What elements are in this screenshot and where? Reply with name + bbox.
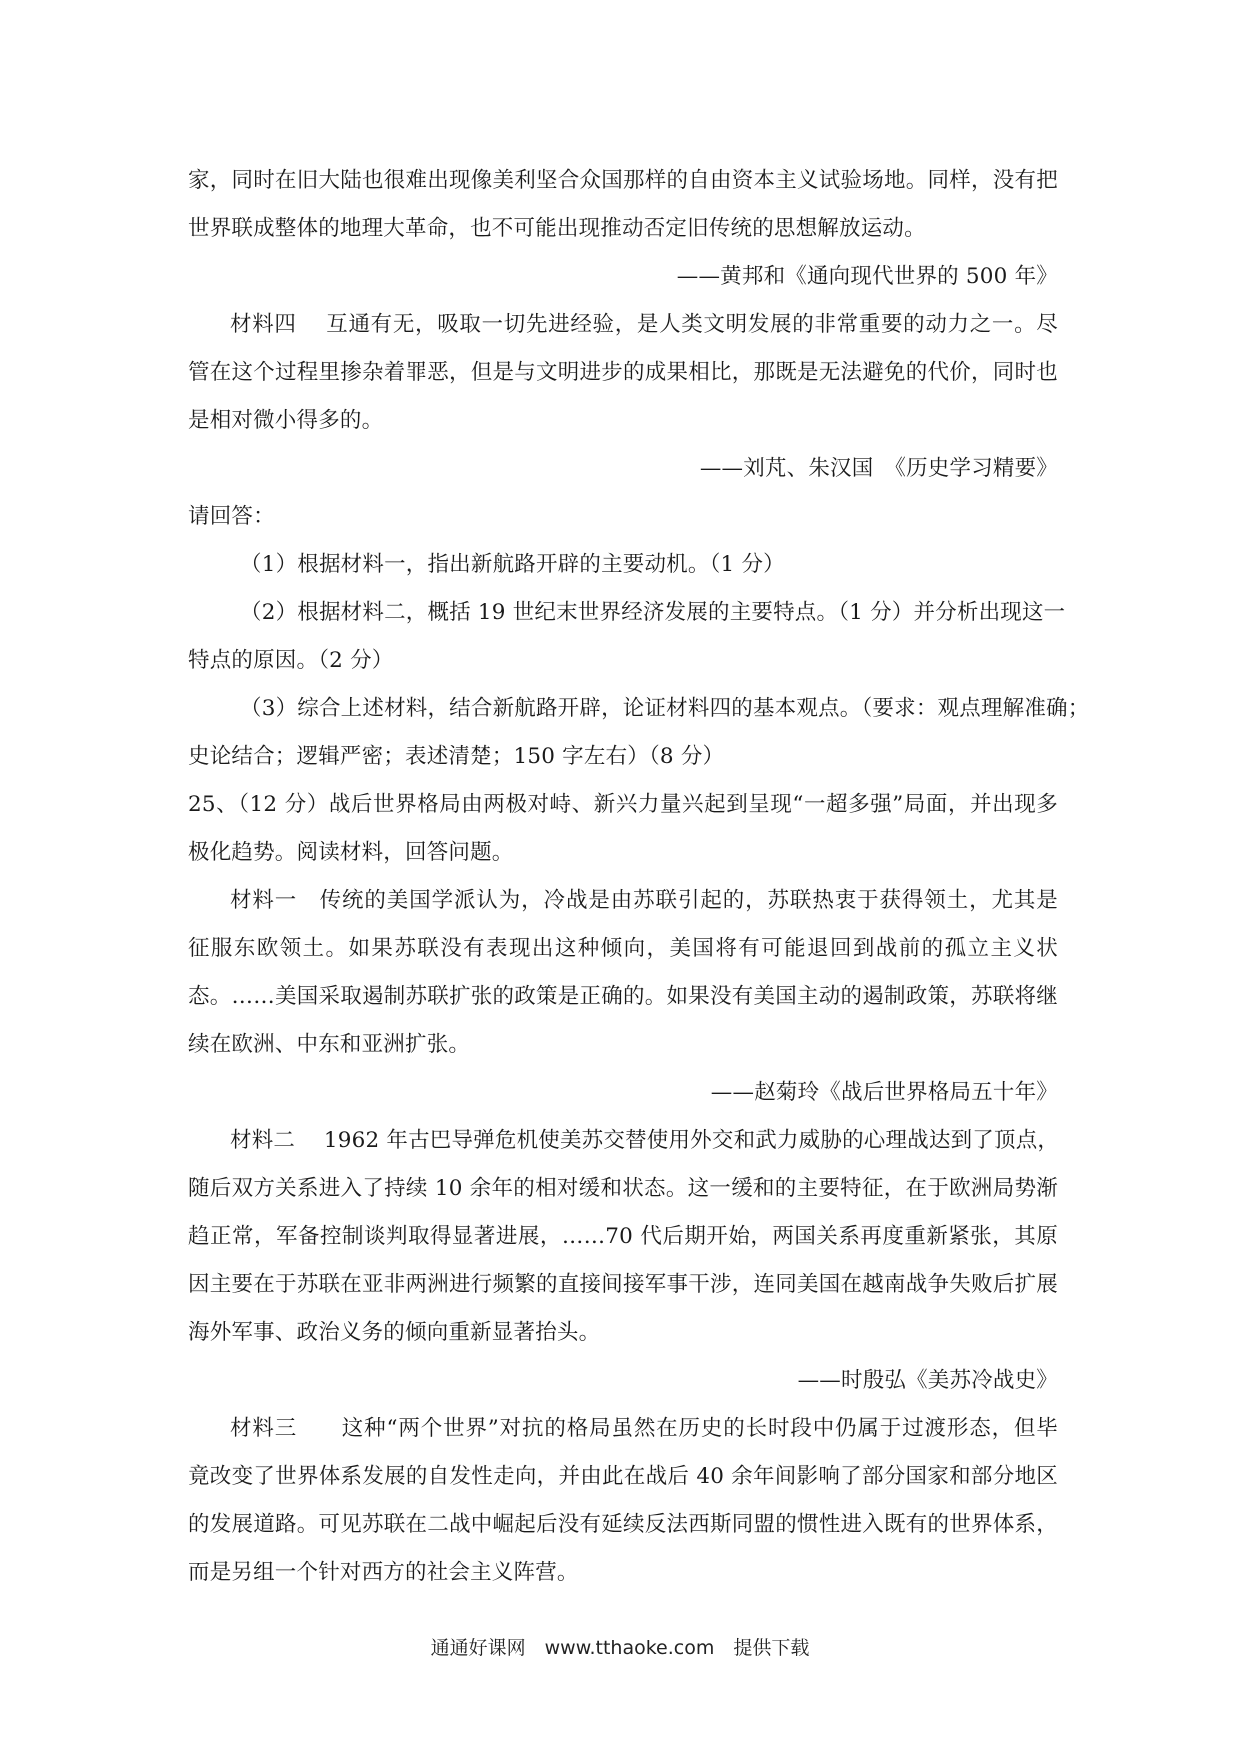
text-line: 特点的原因。（2 分） — [188, 648, 394, 673]
question-item: （1）根据材料一，指出新航路开辟的主要动机。（1 分） — [240, 552, 785, 577]
text-line: 随后双方关系进入了持续 10 余年的相对缓和状态。这一缓和的主要特征，在于欧洲局势渐 — [188, 1176, 1058, 1201]
question-prompt: 请回答： — [188, 504, 275, 529]
citation: ——时殷弘《美苏冷战史》 — [797, 1368, 1058, 1393]
text-line: 而是另组一个针对西方的社会主义阵营。 — [188, 1560, 579, 1585]
citation: ——赵菊玲《战后世界格局五十年》 — [710, 1080, 1058, 1105]
text-line: 史论结合；逻辑严密；表述清楚；150 字左右）（8 分） — [188, 744, 725, 769]
text-line: 材料四 互通有无，吸取一切先进经验，是人类文明发展的非常重要的动力之一。尽 — [230, 312, 1058, 337]
text-line: 竟改变了世界体系发展的自发性走向，并由此在战后 40 余年间影响了部分国家和部分地区 — [188, 1464, 1058, 1489]
text-line: 材料三 这种“两个世界”对抗的格局虽然在历史的长时段中仍属于过渡形态，但毕 — [230, 1416, 1058, 1441]
page-footer: 通通好课网 www.tthaoke.com 提供下载 — [430, 1637, 810, 1659]
question-item: （2）根据材料二，概括 19 世纪末世界经济发展的主要特点。（1 分）并分析出现这一 — [240, 600, 1066, 625]
document-body — [188, 157, 1090, 1597]
text-line: 管在这个过程里掺杂着罪恶，但是与文明进步的成果相比，那既是无法避免的代价，同时也 — [188, 360, 1058, 385]
question-item: （3）综合上述材料，结合新航路开辟，论证材料四的基本观点。（要求：观点理解准确； — [240, 696, 1090, 721]
text-line: 趋正常，军备控制谈判取得显著进展，……70 代后期开始，两国关系再度重新紧张，其原 — [188, 1224, 1058, 1249]
text-line: 因主要在于苏联在亚非两洲进行频繁的直接间接军事干涉，连同美国在越南战争失败后扩展 — [188, 1272, 1058, 1297]
text-line: 材料二 1962 年古巴导弹危机使美苏交替使用外交和武力威胁的心理战达到了顶点， — [230, 1128, 1060, 1153]
text-line: 征服东欧领土。如果苏联没有表现出这种倾向，美国将有可能退回到战前的孤立主义状 — [188, 936, 1058, 961]
text-line: 材料一 传统的美国学派认为，冷战是由苏联引起的，苏联热衷于获得领土，尤其是 — [230, 888, 1058, 913]
citation: ——黄邦和《通向现代世界的 500 年》 — [676, 264, 1058, 289]
text-line: 是相对微小得多的。 — [188, 408, 384, 433]
text-line: 世界联成整体的地理大革命，也不可能出现推动否定旧传统的思想解放运动。 — [188, 216, 926, 241]
text-line: 续在欧洲、中东和亚洲扩张。 — [188, 1032, 471, 1057]
text-line: 态。……美国采取遏制苏联扩张的政策是正确的。如果没有美国主动的遏制政策，苏联将继 — [188, 984, 1058, 1009]
text-line: 家，同时在旧大陆也很难出现像美利坚合众国那样的自由资本主义试验场地。同样，没有把 — [188, 168, 1058, 193]
text-line: 的发展道路。可见苏联在二战中崛起后没有延续反法西斯同盟的惯性进入既有的世界体系， — [188, 1512, 1058, 1537]
question-heading: 25、（12 分）战后世界格局由两极对峙、新兴力量兴起到呈现“一超多强”局面，并出现多 — [188, 792, 1058, 817]
text-line: 海外军事、政治义务的倾向重新显著抬头。 — [188, 1320, 601, 1345]
text-line: 极化趋势。阅读材料，回答问题。 — [188, 840, 514, 865]
citation: ——刘芃、朱汉国 《历史学习精要》 — [699, 456, 1058, 481]
